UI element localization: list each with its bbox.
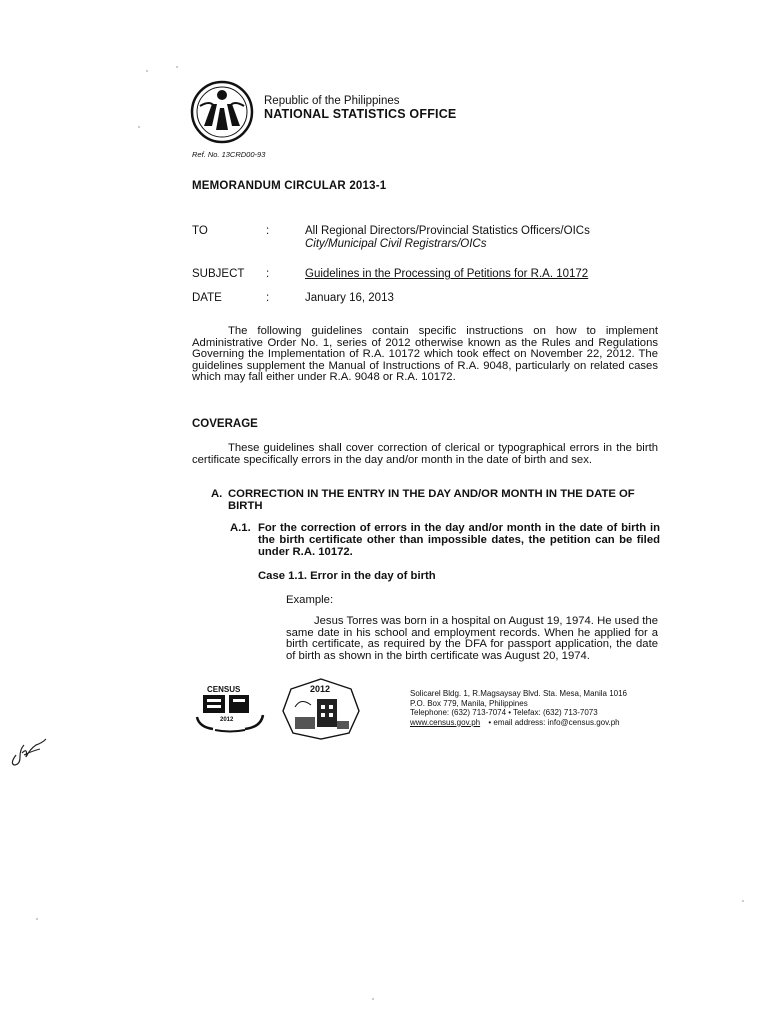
case-title: Case 1.1. Error in the day of birth — [258, 570, 436, 582]
address-line3: Telephone: (632) 713-7074 • Telefax: (632) 713-7073 — [410, 708, 598, 718]
date-colon: : — [266, 292, 270, 304]
nso-logo — [190, 80, 254, 144]
to-value-line2: City/Municipal Civil Registrars/OICs — [305, 238, 487, 250]
subject-value: Guidelines in the Processing of Petitions for R.A. 10172 — [305, 268, 589, 280]
census-year: 2012 — [220, 717, 234, 723]
memo-title: MEMORANDUM CIRCULAR 2013-1 — [192, 180, 387, 192]
coverage-text: These guidelines shall cover correction of clerical or typographical errors in the birth certificate specifically errors in the day and/or month in the date of birth and sex. — [192, 442, 658, 466]
office-name: NATIONAL STATISTICS OFFICE — [264, 107, 457, 121]
to-value-line1: All Regional Directors/Provincial Statistics Officers/OICs — [305, 225, 590, 237]
section-a1-letter: A.1. — [230, 522, 251, 534]
section-a-text: CORRECTION IN THE ENTRY IN THE DAY AND/OR MONTH IN THE DATE OF BIRTH — [228, 488, 635, 512]
census-logo-text: CENSUS — [207, 685, 241, 694]
subject-colon: : — [266, 268, 270, 280]
example-label: Example: — [286, 594, 334, 606]
example-text: Jesus Torres was born in a hospital on August 19, 1974. He used the same date in his school and employment records. When he applied for a birth certificate, as required by the DFA for passport application, the date of birth as shown in the birth certificate was August 20, 1974. — [286, 615, 658, 662]
website-link[interactable]: www.census.gov.ph — [410, 717, 481, 727]
to-colon: : — [266, 225, 270, 237]
coverage-heading: COVERAGE — [192, 418, 258, 430]
handwritten-initials — [6, 735, 52, 767]
section-a-letter: A. — [211, 488, 223, 500]
office-address — [410, 689, 627, 727]
seal-year: 2012 — [310, 684, 331, 694]
scan-speck — [742, 900, 744, 902]
intro-paragraph — [192, 326, 658, 384]
address-line1: Solicarel Bldg. 1, R.Magsaysay Blvd. Sta. Mesa, Manila 1016 — [410, 689, 627, 698]
republic-text: Republic of the Philippines — [264, 95, 400, 107]
web-email-line — [410, 718, 627, 728]
scan-speck — [176, 66, 178, 68]
scan-speck — [146, 70, 148, 72]
intro-text: The following guidelines contain specific instructions on how to implement Administrative Order No. 1, series of 2012 otherwise known as the Rules and Regulations Governing the Implementation of R.A. 10172 which took effect on November 22, 2012. The guidelines supplement the Manual of Instructions of R.A. 9048, particularly on related cases which may fall either under R.A. 9048 or R.A. 10172. — [192, 325, 658, 384]
section-a — [211, 489, 671, 513]
example-paragraph — [286, 616, 658, 662]
scan-speck — [372, 998, 374, 1000]
census-2012-seal — [281, 677, 361, 741]
section-a1 — [230, 523, 660, 558]
reference-number: Ref. No. 13CRD00-93 — [192, 150, 266, 159]
coverage-paragraph — [192, 443, 658, 466]
census-logo — [193, 683, 267, 733]
scan-speck — [36, 918, 38, 920]
address-line2: P.O. Box 779, Manila, Philippines — [410, 698, 528, 708]
to-label: TO — [192, 225, 208, 237]
scan-speck — [138, 126, 140, 128]
email-address: • email address: info@census.gov.ph — [488, 717, 620, 727]
date-value: January 16, 2013 — [305, 292, 394, 304]
subject-label: SUBJECT — [192, 268, 245, 280]
date-label: DATE — [192, 292, 222, 304]
section-a1-text: For the correction of errors in the day and/or month in the date of birth in the birth certificate other than impossible dates, the petition can be filed under R.A. 10172. — [258, 522, 660, 558]
